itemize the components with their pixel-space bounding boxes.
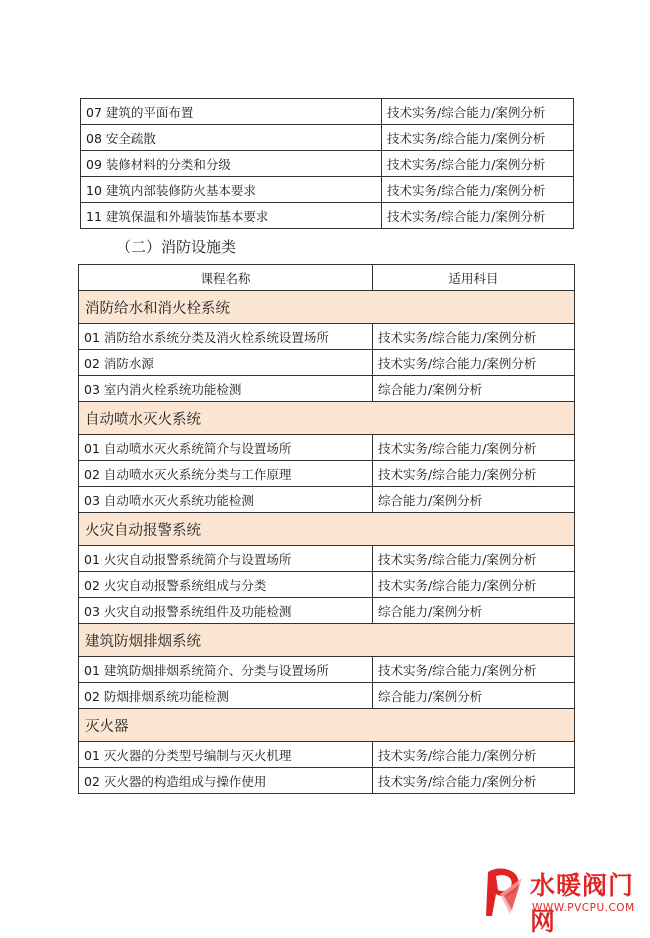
table-row bbox=[79, 324, 575, 350]
subjects-cell: 技术实务/综合能力/案例分析 bbox=[382, 125, 574, 151]
course-name-cell: 01 建筑防烟排烟系统简介、分类与设置场所 bbox=[79, 657, 373, 683]
header-subjects: 适用科目 bbox=[373, 265, 575, 291]
table-row bbox=[79, 487, 575, 513]
subjects-cell: 综合能力/案例分析 bbox=[373, 683, 575, 709]
subjects-cell: 技术实务/综合能力/案例分析 bbox=[373, 461, 575, 487]
category-title: 自动喷水灭火系统 bbox=[79, 402, 575, 435]
course-name-cell: 01 自动喷水灭火系统简介与设置场所 bbox=[79, 435, 373, 461]
table-row bbox=[79, 742, 575, 768]
table-row bbox=[79, 657, 575, 683]
subjects-cell: 综合能力/案例分析 bbox=[373, 487, 575, 513]
table-row bbox=[79, 683, 575, 709]
table-row bbox=[81, 99, 574, 125]
table-row bbox=[79, 350, 575, 376]
section-heading-fire-facilities: （二）消防设施类 bbox=[116, 238, 237, 256]
course-name-cell: 03 火灾自动报警系统组件及功能检测 bbox=[79, 598, 373, 624]
course-name-cell: 02 火灾自动报警系统组成与分类 bbox=[79, 572, 373, 598]
course-name-cell: 10 建筑内部装修防火基本要求 bbox=[81, 177, 382, 203]
course-name-cell: 03 自动喷水灭火系统功能检测 bbox=[79, 487, 373, 513]
header-course-name: 课程名称 bbox=[79, 265, 373, 291]
category-row bbox=[79, 291, 575, 324]
subjects-cell: 技术实务/综合能力/案例分析 bbox=[373, 435, 575, 461]
table-row bbox=[79, 435, 575, 461]
category-title: 建筑防烟排烟系统 bbox=[79, 624, 575, 657]
subjects-cell: 技术实务/综合能力/案例分析 bbox=[382, 99, 574, 125]
table-row bbox=[79, 461, 575, 487]
category-title: 火灾自动报警系统 bbox=[79, 513, 575, 546]
category-title: 消防给水和消火栓系统 bbox=[79, 291, 575, 324]
course-name-cell: 11 建筑保温和外墙装饰基本要求 bbox=[81, 203, 382, 229]
course-table-continued bbox=[80, 98, 574, 229]
table-row bbox=[79, 768, 575, 794]
table-row bbox=[81, 151, 574, 177]
subjects-cell: 技术实务/综合能力/案例分析 bbox=[382, 177, 574, 203]
category-row bbox=[79, 709, 575, 742]
category-title: 灭火器 bbox=[79, 709, 575, 742]
course-name-cell: 01 灭火器的分类型号编制与灭火机理 bbox=[79, 742, 373, 768]
table-row bbox=[79, 598, 575, 624]
table-row bbox=[81, 177, 574, 203]
course-name-cell: 02 自动喷水灭火系统分类与工作原理 bbox=[79, 461, 373, 487]
subjects-cell: 技术实务/综合能力/案例分析 bbox=[382, 203, 574, 229]
subjects-cell: 技术实务/综合能力/案例分析 bbox=[373, 768, 575, 794]
course-name-cell: 07 建筑的平面布置 bbox=[81, 99, 382, 125]
subjects-cell: 技术实务/综合能力/案例分析 bbox=[373, 572, 575, 598]
subjects-cell: 综合能力/案例分析 bbox=[373, 598, 575, 624]
fire-facilities-course-table bbox=[78, 264, 575, 794]
category-row bbox=[79, 402, 575, 435]
course-name-cell: 02 防烟排烟系统功能检测 bbox=[79, 683, 373, 709]
watermark-url: WWW.PVCPU.COM bbox=[532, 902, 635, 914]
table-row bbox=[79, 376, 575, 402]
course-name-cell: 09 装修材料的分类和分级 bbox=[81, 151, 382, 177]
category-row bbox=[79, 513, 575, 546]
table-header-row bbox=[79, 265, 575, 291]
pvcpu-logo-icon bbox=[482, 864, 528, 918]
watermark-title: 水暖阀门网 bbox=[530, 871, 635, 936]
table-row bbox=[79, 572, 575, 598]
table-row bbox=[79, 546, 575, 572]
course-name-cell: 01 消防给水系统分类及消火栓系统设置场所 bbox=[79, 324, 373, 350]
table-row bbox=[81, 203, 574, 229]
subjects-cell: 综合能力/案例分析 bbox=[373, 376, 575, 402]
site-watermark bbox=[474, 862, 650, 936]
subjects-cell: 技术实务/综合能力/案例分析 bbox=[373, 546, 575, 572]
category-row bbox=[79, 624, 575, 657]
subjects-cell: 技术实务/综合能力/案例分析 bbox=[373, 324, 575, 350]
subjects-cell: 技术实务/综合能力/案例分析 bbox=[382, 151, 574, 177]
course-name-cell: 08 安全疏散 bbox=[81, 125, 382, 151]
course-name-cell: 02 消防水源 bbox=[79, 350, 373, 376]
subjects-cell: 技术实务/综合能力/案例分析 bbox=[373, 742, 575, 768]
subjects-cell: 技术实务/综合能力/案例分析 bbox=[373, 350, 575, 376]
course-name-cell: 03 室内消火栓系统功能检测 bbox=[79, 376, 373, 402]
table-row bbox=[81, 125, 574, 151]
subjects-cell: 技术实务/综合能力/案例分析 bbox=[373, 657, 575, 683]
course-name-cell: 02 灭火器的构造组成与操作使用 bbox=[79, 768, 373, 794]
course-name-cell: 01 火灾自动报警系统简介与设置场所 bbox=[79, 546, 373, 572]
